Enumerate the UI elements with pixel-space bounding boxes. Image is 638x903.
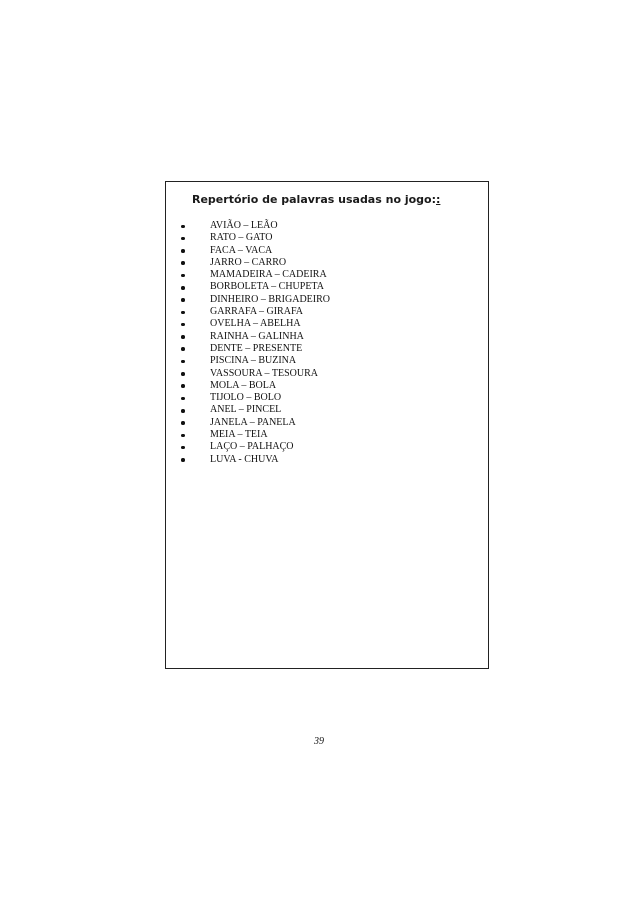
list-item	[166, 417, 330, 429]
list-item	[166, 392, 330, 404]
bullet-icon	[181, 225, 185, 229]
list-item-text: VASSOURA – TESOURA	[210, 367, 318, 379]
list-item	[166, 318, 330, 330]
list-item	[166, 331, 330, 343]
bullet-icon	[181, 421, 185, 425]
list-item	[166, 454, 330, 466]
list-item-text: ANEL – PINCEL	[210, 404, 282, 416]
list-item-text: MEIA – TEIA	[210, 429, 268, 441]
bullet-icon	[181, 446, 185, 450]
list-item-text: JARRO – CARRO	[210, 256, 287, 268]
bullet-icon	[181, 237, 185, 241]
bullet-icon	[181, 434, 185, 438]
list-item	[166, 245, 330, 257]
bullet-icon	[181, 274, 185, 278]
bullet-icon	[181, 458, 185, 462]
bullet-icon	[181, 347, 185, 351]
list-item-text: RATO – GATO	[210, 232, 273, 244]
list-item	[166, 220, 330, 232]
list-item-text: PISCINA – BUZINA	[210, 355, 297, 367]
bullet-icon	[181, 286, 185, 290]
bullet-icon	[181, 397, 185, 401]
list-item-text: DINHEIRO – BRIGADEIRO	[210, 293, 330, 305]
box-title-suffix: :	[436, 193, 441, 206]
bullet-icon	[181, 249, 185, 253]
list-item-text: LAÇO – PALHAÇO	[210, 441, 294, 453]
list-item-text: MOLA – BOLA	[210, 379, 277, 391]
list-item	[166, 257, 330, 269]
list-item	[166, 281, 330, 293]
list-item	[166, 441, 330, 453]
bullet-icon	[181, 409, 185, 413]
bullet-icon	[181, 311, 185, 315]
list-item-text: RAINHA – GALINHA	[210, 330, 304, 342]
word-list	[166, 220, 330, 466]
word-list-box	[165, 181, 489, 669]
list-item	[166, 232, 330, 244]
list-item	[166, 380, 330, 392]
box-title: Repertório de palavras usadas no jogo::	[192, 193, 441, 206]
list-item	[166, 343, 330, 355]
list-item-text: OVELHA – ABELHA	[210, 318, 301, 330]
bullet-icon	[181, 372, 185, 376]
list-item-text: JANELA – PANELA	[210, 416, 296, 428]
list-item	[166, 404, 330, 416]
list-item	[166, 368, 330, 380]
list-item	[166, 269, 330, 281]
list-item-text: GARRAFA – GIRAFA	[210, 306, 303, 318]
bullet-icon	[181, 298, 185, 302]
list-item	[166, 294, 330, 306]
bullet-icon	[181, 384, 185, 388]
bullet-icon	[181, 335, 185, 339]
list-item-text: AVIÃO – LEÃO	[210, 220, 278, 231]
list-item	[166, 429, 330, 441]
list-item-text: BORBOLETA – CHUPETA	[210, 281, 324, 293]
bullet-icon	[181, 360, 185, 364]
bullet-icon	[181, 261, 185, 265]
list-item	[166, 306, 330, 318]
box-title-text: Repertório de palavras usadas no jogo	[192, 193, 432, 206]
list-item-text: TIJOLO – BOLO	[210, 392, 282, 404]
list-item	[166, 355, 330, 367]
list-item-text: FACA – VACA	[210, 244, 273, 256]
list-item-text: DENTE – PRESENTE	[210, 342, 303, 354]
page-number: 39	[314, 736, 324, 747]
bullet-icon	[181, 323, 185, 327]
list-item-text: LUVA - CHUVA	[210, 453, 279, 465]
list-item-text: MAMADEIRA – CADEIRA	[210, 269, 327, 281]
